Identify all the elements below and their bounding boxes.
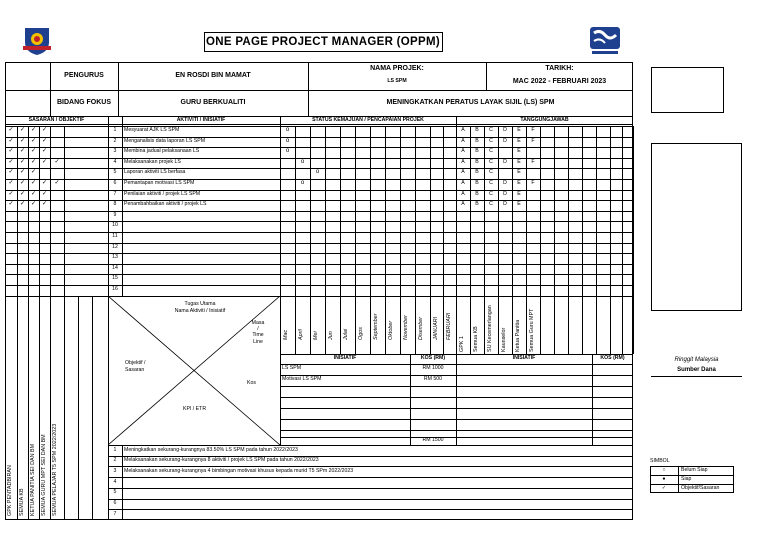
responsible-person-label: Semua KB — [473, 326, 479, 352]
person-left-label: KETUA PANITIA SEI DAN BM — [30, 443, 36, 516]
document-title-box — [204, 32, 443, 52]
month-label: Julai — [343, 328, 349, 340]
activity-name: Mesyuarat AJK LS SPM — [124, 127, 180, 133]
legend-symbol-icon: ○ — [662, 467, 666, 473]
responsibility-code: B — [475, 201, 479, 208]
responsibility-code: E — [517, 201, 521, 208]
objective-check-mark: ✓ — [19, 158, 26, 165]
simbol-label: SIMBOL — [650, 458, 670, 464]
responsibility-code: D — [503, 127, 507, 133]
tarikh-value: MAC 2022 - FEBRUARI 2023 — [512, 78, 607, 85]
responsibility-code: E — [517, 148, 521, 155]
activity-number: 8 — [113, 201, 117, 208]
responsibility-code: C — [489, 137, 493, 144]
x-diagram-left-label: Objektif / Sasaran — [125, 360, 146, 373]
month-label: FEBRUARI — [446, 312, 452, 340]
sasaran-header: SASARAN / OBJEKTIF — [28, 117, 85, 123]
objective-check-mark: ✓ — [8, 180, 14, 186]
status-marker: o — [315, 169, 320, 176]
ringgit-label: Ringgit Malaysia — [674, 357, 719, 363]
objective-check-mark: ✓ — [19, 169, 26, 176]
person-left-label: SEMUA PELAJAR T5 SPM 2022/2023 — [52, 423, 58, 516]
objective-check-mark: ✓ — [54, 180, 60, 186]
activity-name: Pemantapan motivasi LS SPM — [124, 180, 195, 186]
activity-number: 11 — [112, 233, 118, 239]
side-box-middle — [651, 143, 742, 311]
activity-name: Penambahbaikan aktiviti / projek LS — [124, 201, 207, 208]
x-diagram-top-label: Tugas Utama Nama Aktiviti / Inisiatif — [174, 301, 226, 314]
responsibility-code: C — [489, 190, 493, 197]
kpi-number: 4 — [113, 478, 117, 485]
person-left-label: SEMUA GURU MPT SEI DAN BM — [41, 434, 47, 516]
responsibility-code: C — [489, 158, 493, 165]
cost-item-amount: RM 1000 — [422, 365, 444, 371]
activity-number: 6 — [113, 180, 117, 186]
objective-check-mark: ✓ — [30, 201, 37, 208]
legend-symbol-icon: ● — [662, 476, 666, 482]
month-label: Mac — [283, 329, 289, 340]
cost-right-inisiatif-header: INISIATIF — [512, 355, 536, 361]
objective-check-mark: ✓ — [41, 201, 48, 208]
objective-check-mark: ✓ — [30, 158, 37, 165]
nama-projek-value: LS SPM — [387, 78, 407, 84]
bidang-fokus-label: BIDANG FOKUS — [56, 99, 112, 106]
responsibility-code: D — [503, 158, 507, 165]
main-objective: MENINGKATKAN PERATUS LAYAK SIJIL (LS) SPM — [386, 99, 555, 106]
bidang-fokus-value: GURU BERKUALITI — [180, 99, 246, 106]
activity-name: Laporan aktiviti LS berfasa — [124, 169, 186, 176]
responsibility-code: F — [531, 158, 535, 165]
kpi-number: 7 — [113, 510, 117, 517]
responsibility-code: E — [517, 137, 521, 144]
activity-number: 13 — [112, 254, 118, 261]
month-label: Ogos — [358, 327, 364, 340]
activity-number: 14 — [112, 264, 118, 271]
kpi-text: Melaksanakan sekurang-kurangnya 4 bimbingan motivasi khusus kepada murid T5 SPm 2022/2023 — [124, 467, 354, 474]
document-title: ONE PAGE PROJECT MANAGER (OPPM) — [206, 36, 440, 48]
responsibility-code: C — [489, 148, 493, 155]
responsible-person-label: SU Kecemerlangan — [487, 305, 493, 352]
activity-number: 1 — [113, 127, 117, 133]
objective-check-mark: ✓ — [8, 158, 14, 165]
objective-check-mark: ✓ — [30, 148, 37, 155]
month-label: Disember — [418, 316, 424, 340]
objective-check-mark: ✓ — [41, 137, 48, 144]
responsibility-code: E — [517, 127, 521, 133]
responsibility-code: C — [489, 127, 493, 133]
objective-check-mark: ✓ — [30, 127, 37, 133]
responsibility-code: C — [489, 201, 493, 208]
objective-check-mark: ✓ — [30, 180, 37, 186]
responsibility-code: E — [517, 158, 521, 165]
objective-check-mark: ✓ — [41, 148, 48, 155]
responsibility-code: C — [489, 169, 493, 176]
person-left-label: GPK PENTADBIRAN — [7, 465, 13, 516]
cost-kos-header: KOS (RM) — [420, 355, 446, 361]
month-label: Jun — [328, 331, 334, 340]
responsibility-code: B — [475, 169, 479, 176]
legend-label: Objektif/Sasaran — [681, 485, 720, 491]
objective-check-mark: ✓ — [19, 190, 26, 197]
objective-check-mark: ✓ — [41, 127, 48, 133]
activity-number: 7 — [113, 190, 117, 197]
objective-check-mark: ✓ — [8, 127, 14, 133]
status-marker: o — [285, 127, 290, 133]
kpi-number: 3 — [113, 467, 117, 474]
objective-check-mark: ✓ — [8, 190, 14, 197]
kpi-text: Melaksanakan sekurang-kurangnya 8 aktiviti / projek LS SPM pada tahun 2022/2023 — [124, 457, 319, 464]
responsibility-code: D — [503, 201, 507, 208]
person-left-label: SEMUA KB — [19, 488, 25, 516]
objective-check-mark: ✓ — [8, 169, 14, 176]
cost-item-amount: RM 500 — [423, 376, 443, 382]
activity-number: 15 — [112, 275, 118, 282]
responsibility-code: A — [461, 127, 465, 133]
sumber-dana-label: Sumber Dana — [677, 367, 716, 373]
month-label: April — [298, 329, 304, 340]
activity-number: 16 — [112, 286, 118, 292]
activity-name: Membina jadual pelaksanaan LS — [124, 148, 200, 155]
responsible-person-label: GPK 1 — [459, 336, 465, 352]
activity-name: Menganalisis data laporan LS SPM — [124, 137, 206, 144]
status-marker: o — [300, 158, 305, 165]
responsibility-code: A — [461, 158, 465, 165]
objective-check-mark: ✓ — [30, 137, 37, 144]
nama-projek-label: NAMA PROJEK: — [370, 65, 424, 72]
tarikh-label: TARIKH: — [545, 65, 574, 72]
responsibility-code: E — [517, 180, 521, 186]
activity-number: 4 — [113, 158, 117, 165]
responsibility-code: A — [461, 180, 465, 186]
objective-check-mark: ✓ — [8, 201, 14, 208]
pengurus-value: EN ROSDI BIN MAMAT — [175, 72, 251, 79]
aktiviti-header: AKTIVITI / INISIATIF — [176, 117, 226, 123]
responsibility-code: F — [531, 127, 535, 133]
responsibility-code: F — [531, 180, 535, 186]
x-diagram-right-label: Masa / Time Line — [251, 320, 265, 345]
month-label: JANUARI — [433, 316, 439, 340]
legend-symbol-icon: ✓ — [661, 485, 667, 491]
status-marker: o — [300, 180, 305, 186]
school-crest-logo — [20, 26, 54, 56]
kpi-text: Meningkatkan sekurang-kurangnya 83.50% LS SPM pada tahun 2022/2023 — [124, 446, 298, 453]
status-header: STATUS KEMAJUAN / PENCAPAIAN PROJEK — [312, 117, 424, 123]
activity-name: Melaksanakan projek LS — [124, 158, 181, 165]
objective-check-mark: ✓ — [41, 190, 48, 197]
objective-check-mark: ✓ — [41, 158, 48, 165]
objective-check-mark: ✓ — [19, 148, 26, 155]
status-marker: o — [285, 137, 290, 144]
responsibility-code: B — [475, 190, 479, 197]
responsibility-code: A — [461, 190, 465, 197]
responsibility-code: E — [517, 190, 521, 197]
kpi-number: 5 — [113, 489, 117, 496]
responsibility-code: C — [489, 180, 493, 186]
activity-number: 12 — [112, 243, 118, 250]
responsible-person-label: Semua Guru MPT — [529, 308, 535, 352]
responsibility-code: A — [461, 169, 465, 176]
cost-inisiatif-header: INISIATIF — [333, 355, 357, 361]
x-diagram-bottom-label: KPI / ETR — [183, 406, 207, 412]
month-label: Oktober — [388, 320, 394, 340]
objective-check-mark: ✓ — [30, 190, 37, 197]
responsibility-code: B — [475, 148, 479, 155]
objective-check-mark: ✓ — [54, 158, 60, 165]
objective-check-mark: ✓ — [41, 180, 48, 186]
responsibility-code: A — [461, 137, 465, 144]
month-label: September — [373, 313, 379, 340]
responsibility-code: B — [475, 127, 479, 133]
pengurus-label: PENGURUS — [64, 72, 104, 79]
responsibility-code: F — [531, 137, 535, 144]
activity-number: 5 — [113, 169, 117, 176]
activity-number: 10 — [112, 222, 118, 229]
objective-check-mark: ✓ — [8, 137, 14, 144]
legend-label: Siap — [681, 476, 692, 482]
cost-item-name: Motivasi LS SPM — [282, 376, 322, 382]
objective-check-mark: ✓ — [19, 180, 26, 186]
cost-total: RM 1500 — [422, 437, 444, 443]
objective-check-mark: ✓ — [30, 169, 37, 176]
x-diagram-kos-label: Kos — [247, 380, 256, 386]
responsibility-code: D — [503, 190, 507, 197]
responsibility-code: D — [503, 180, 507, 186]
month-label: Mei — [313, 331, 319, 340]
legend-label: Belum Siap — [681, 467, 708, 473]
activity-name: Penilaian aktiviti / projek LS SPM — [124, 190, 201, 197]
objective-check-mark: ✓ — [19, 127, 26, 133]
responsibility-code: B — [475, 158, 479, 165]
kpi-number: 1 — [113, 446, 117, 453]
activity-number: 2 — [113, 137, 117, 144]
responsibility-code: A — [461, 201, 465, 208]
objective-check-mark: ✓ — [19, 201, 26, 208]
kpi-number: 2 — [113, 457, 117, 464]
month-label: November — [403, 315, 409, 340]
status-marker: o — [285, 148, 290, 155]
objective-check-mark: ✓ — [19, 137, 26, 144]
cost-right-kos-header: KOS (RM) — [600, 355, 625, 361]
objective-check-mark: ✓ — [8, 148, 14, 155]
responsibility-code: B — [475, 137, 479, 144]
responsibility-code: A — [461, 148, 465, 155]
responsibility-code: B — [475, 180, 479, 186]
activity-number: 9 — [113, 211, 117, 218]
tanggungjawab-header: TANGGUNGJAWAB — [520, 117, 569, 123]
kpi-number: 6 — [113, 500, 117, 506]
side-box-top — [651, 67, 724, 113]
responsible-person-label: Ketua Panitia — [515, 319, 521, 352]
responsibility-code: D — [503, 137, 507, 144]
ministry-logo — [588, 25, 622, 57]
cost-item-name: LS SPM — [282, 365, 302, 371]
responsibility-code: E — [517, 169, 521, 176]
activity-number: 3 — [113, 148, 117, 155]
responsible-person-label: Kaunselor — [501, 327, 507, 352]
